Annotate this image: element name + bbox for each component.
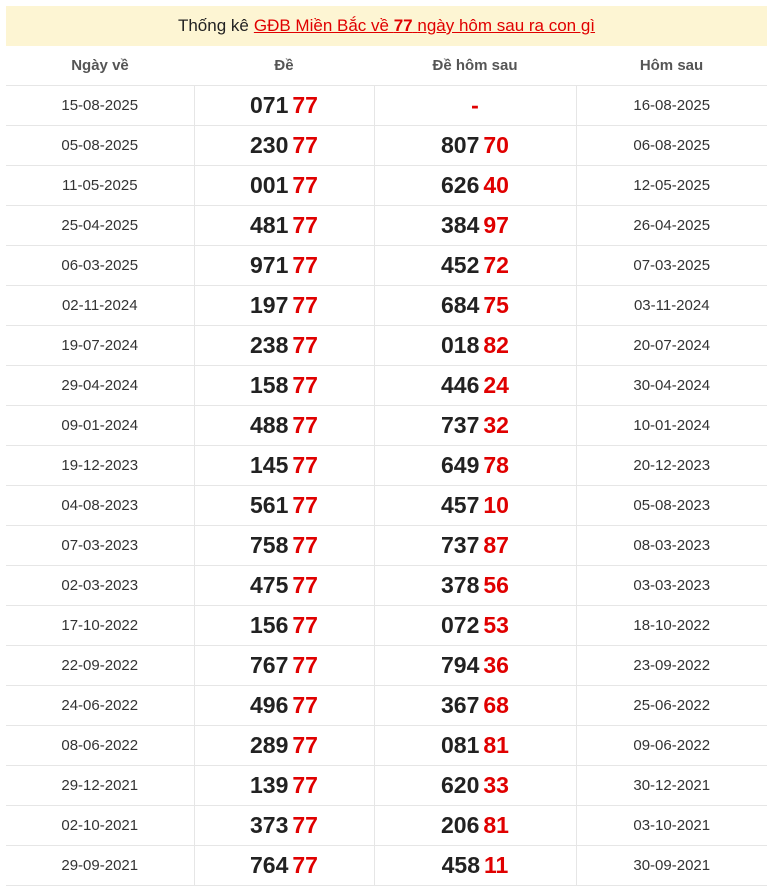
next-date-cell: 18-10-2022	[576, 606, 767, 646]
next-date-cell: 20-12-2023	[576, 446, 767, 486]
table-row	[6, 366, 767, 406]
result-cell	[194, 206, 374, 246]
date-cell: 15-08-2025	[6, 86, 194, 126]
result-head: 001	[250, 172, 289, 198]
next-date-cell: 03-03-2023	[576, 566, 767, 606]
next-result-cell	[374, 526, 576, 566]
next-date-cell: 07-03-2025	[576, 246, 767, 286]
result-cell	[194, 606, 374, 646]
table-header-row	[6, 46, 767, 86]
result-head: 289	[250, 732, 289, 758]
next-date-cell: 30-12-2021	[576, 766, 767, 806]
page-title	[6, 6, 767, 46]
date-cell: 08-06-2022	[6, 726, 194, 766]
table-row	[6, 446, 767, 486]
next-result-tail: 36	[483, 652, 509, 678]
table-row	[6, 246, 767, 286]
next-result-tail: 33	[483, 772, 509, 798]
next-result-cell	[374, 846, 576, 886]
result-cell	[194, 286, 374, 326]
result-cell	[194, 766, 374, 806]
next-result-head: 072	[441, 612, 480, 638]
result-tail: 77	[292, 452, 318, 478]
next-date-cell: 05-08-2023	[576, 486, 767, 526]
next-result-cell	[374, 646, 576, 686]
next-result-head: 457	[441, 492, 480, 518]
result-head: 764	[250, 852, 289, 878]
date-cell: 24-06-2022	[6, 686, 194, 726]
result-tail: 77	[292, 332, 318, 358]
header-hom-sau: Hôm sau	[576, 46, 767, 86]
result-cell	[194, 566, 374, 606]
result-tail: 77	[292, 372, 318, 398]
result-tail: 77	[292, 92, 318, 118]
result-tail: 77	[292, 532, 318, 558]
title-prefix: Thống kê	[177, 16, 249, 35]
next-date-cell: 26-04-2025	[576, 206, 767, 246]
next-date-cell: 06-08-2025	[576, 126, 767, 166]
date-cell: 06-03-2025	[6, 246, 194, 286]
next-result-head: 626	[441, 172, 480, 198]
stats-panel	[6, 6, 767, 886]
next-date-cell: 16-08-2025	[576, 86, 767, 126]
date-cell: 09-01-2024	[6, 406, 194, 446]
next-result-cell	[374, 726, 576, 766]
results-table	[6, 46, 767, 886]
result-cell	[194, 486, 374, 526]
date-cell: 22-09-2022	[6, 646, 194, 686]
result-cell	[194, 326, 374, 366]
result-cell	[194, 526, 374, 566]
next-result-cell	[374, 406, 576, 446]
result-cell	[194, 406, 374, 446]
next-date-cell: 23-09-2022	[576, 646, 767, 686]
result-cell	[194, 686, 374, 726]
next-result-tail: 81	[483, 732, 509, 758]
result-cell	[194, 846, 374, 886]
next-result-cell	[374, 286, 576, 326]
next-result-cell	[374, 86, 576, 126]
next-result-tail: 78	[483, 452, 509, 478]
result-cell	[194, 86, 374, 126]
title-link-number: 77	[393, 16, 413, 35]
result-tail: 77	[292, 412, 318, 438]
result-tail: 77	[292, 252, 318, 278]
next-result-cell	[374, 686, 576, 726]
next-result-head: 378	[441, 572, 480, 598]
next-result-tail: 81	[483, 812, 509, 838]
table-row	[6, 126, 767, 166]
table-row	[6, 846, 767, 886]
table-row	[6, 766, 767, 806]
header-ngay-ve: Ngày về	[6, 46, 194, 86]
result-tail: 77	[292, 572, 318, 598]
result-tail: 77	[292, 812, 318, 838]
next-result-tail: 97	[483, 212, 509, 238]
table-row	[6, 686, 767, 726]
next-result-head: 446	[441, 372, 480, 398]
result-cell	[194, 726, 374, 766]
table-row	[6, 406, 767, 446]
result-tail: 77	[292, 172, 318, 198]
next-date-cell: 30-09-2021	[576, 846, 767, 886]
date-cell: 07-03-2023	[6, 526, 194, 566]
next-result-tail: 11	[484, 852, 509, 878]
result-tail: 77	[292, 732, 318, 758]
next-date-cell: 03-11-2024	[576, 286, 767, 326]
next-result-cell	[374, 566, 576, 606]
date-cell: 02-10-2021	[6, 806, 194, 846]
result-cell	[194, 126, 374, 166]
result-head: 496	[250, 692, 289, 718]
next-result-head: 649	[441, 452, 480, 478]
next-result-tail: 72	[483, 252, 509, 278]
result-head: 373	[250, 812, 289, 838]
result-head: 475	[250, 572, 289, 598]
next-result-cell	[374, 326, 576, 366]
next-result-tail: 56	[483, 572, 509, 598]
result-head: 197	[250, 292, 289, 318]
result-head: 230	[250, 132, 289, 158]
next-date-cell: 12-05-2025	[576, 166, 767, 206]
next-result-cell	[374, 486, 576, 526]
header-de-hom-sau: Đề hôm sau	[374, 46, 576, 86]
next-date-cell: 03-10-2021	[576, 806, 767, 846]
next-result-head: 794	[441, 652, 480, 678]
next-result-tail: 68	[483, 692, 509, 718]
result-head: 158	[250, 372, 289, 398]
date-cell: 02-03-2023	[6, 566, 194, 606]
next-result-tail: 32	[483, 412, 509, 438]
table-row	[6, 606, 767, 646]
next-result-tail: 70	[483, 132, 509, 158]
next-result-head: 737	[441, 532, 480, 558]
next-result-tail: 82	[483, 332, 509, 358]
result-head: 139	[250, 772, 289, 798]
next-result-tail: 10	[483, 492, 509, 518]
next-result-cell	[374, 206, 576, 246]
next-result-head: 206	[441, 812, 480, 838]
next-date-cell: 30-04-2024	[576, 366, 767, 406]
table-row	[6, 726, 767, 766]
table-row	[6, 646, 767, 686]
result-tail: 77	[292, 292, 318, 318]
no-result-dash: -	[471, 92, 479, 118]
date-cell: 02-11-2024	[6, 286, 194, 326]
result-tail: 77	[292, 652, 318, 678]
next-result-cell	[374, 766, 576, 806]
next-result-head: 458	[441, 852, 481, 878]
result-cell	[194, 166, 374, 206]
result-tail: 77	[292, 772, 318, 798]
table-row	[6, 86, 767, 126]
table-row	[6, 526, 767, 566]
result-head: 561	[250, 492, 289, 518]
next-result-head: 737	[441, 412, 480, 438]
result-head: 488	[250, 412, 289, 438]
result-tail: 77	[292, 852, 318, 878]
date-cell: 17-10-2022	[6, 606, 194, 646]
next-result-cell	[374, 806, 576, 846]
result-cell	[194, 806, 374, 846]
result-tail: 77	[292, 692, 318, 718]
next-result-head: 807	[441, 132, 480, 158]
next-result-tail: 87	[483, 532, 509, 558]
result-tail: 77	[292, 212, 318, 238]
result-cell	[194, 366, 374, 406]
header-de: Đề	[194, 46, 374, 86]
title-link-before: GĐB Miền Bắc về	[253, 16, 389, 35]
result-cell	[194, 446, 374, 486]
date-cell: 29-12-2021	[6, 766, 194, 806]
next-result-head: 018	[441, 332, 480, 358]
result-head: 071	[250, 92, 289, 118]
result-head: 156	[250, 612, 289, 638]
result-tail: 77	[292, 492, 318, 518]
table-row	[6, 566, 767, 606]
date-cell: 11-05-2025	[6, 166, 194, 206]
result-head: 767	[250, 652, 289, 678]
next-result-head: 081	[441, 732, 480, 758]
table-row	[6, 206, 767, 246]
next-date-cell: 10-01-2024	[576, 406, 767, 446]
result-tail: 77	[292, 132, 318, 158]
table-row	[6, 806, 767, 846]
date-cell: 25-04-2025	[6, 206, 194, 246]
result-head: 481	[250, 212, 289, 238]
table-row	[6, 486, 767, 526]
date-cell: 29-04-2024	[6, 366, 194, 406]
next-result-head: 367	[441, 692, 480, 718]
next-result-head: 384	[441, 212, 480, 238]
result-cell	[194, 246, 374, 286]
table-row	[6, 286, 767, 326]
table-row	[6, 166, 767, 206]
date-cell: 05-08-2025	[6, 126, 194, 166]
date-cell: 29-09-2021	[6, 846, 194, 886]
next-date-cell: 09-06-2022	[576, 726, 767, 766]
title-link-after: ngày hôm sau ra con gì	[417, 16, 596, 35]
result-head: 758	[250, 532, 289, 558]
date-cell: 04-08-2023	[6, 486, 194, 526]
next-result-cell	[374, 126, 576, 166]
next-result-cell	[374, 606, 576, 646]
result-head: 971	[250, 252, 289, 278]
next-date-cell: 20-07-2024	[576, 326, 767, 366]
result-cell	[194, 646, 374, 686]
next-date-cell: 25-06-2022	[576, 686, 767, 726]
next-date-cell: 08-03-2023	[576, 526, 767, 566]
next-result-tail: 75	[483, 292, 509, 318]
table-row	[6, 326, 767, 366]
result-head: 238	[250, 332, 289, 358]
date-cell: 19-12-2023	[6, 446, 194, 486]
next-result-head: 452	[441, 252, 480, 278]
next-result-cell	[374, 446, 576, 486]
next-result-cell	[374, 366, 576, 406]
table-body	[6, 86, 767, 886]
next-result-tail: 40	[483, 172, 509, 198]
next-result-head: 620	[441, 772, 480, 798]
next-result-cell	[374, 246, 576, 286]
date-cell: 19-07-2024	[6, 326, 194, 366]
result-head: 145	[250, 452, 289, 478]
next-result-tail: 24	[483, 372, 509, 398]
next-result-tail: 53	[483, 612, 509, 638]
result-tail: 77	[292, 612, 318, 638]
next-result-head: 684	[441, 292, 480, 318]
title-link[interactable]	[254, 16, 595, 36]
next-result-cell	[374, 166, 576, 206]
